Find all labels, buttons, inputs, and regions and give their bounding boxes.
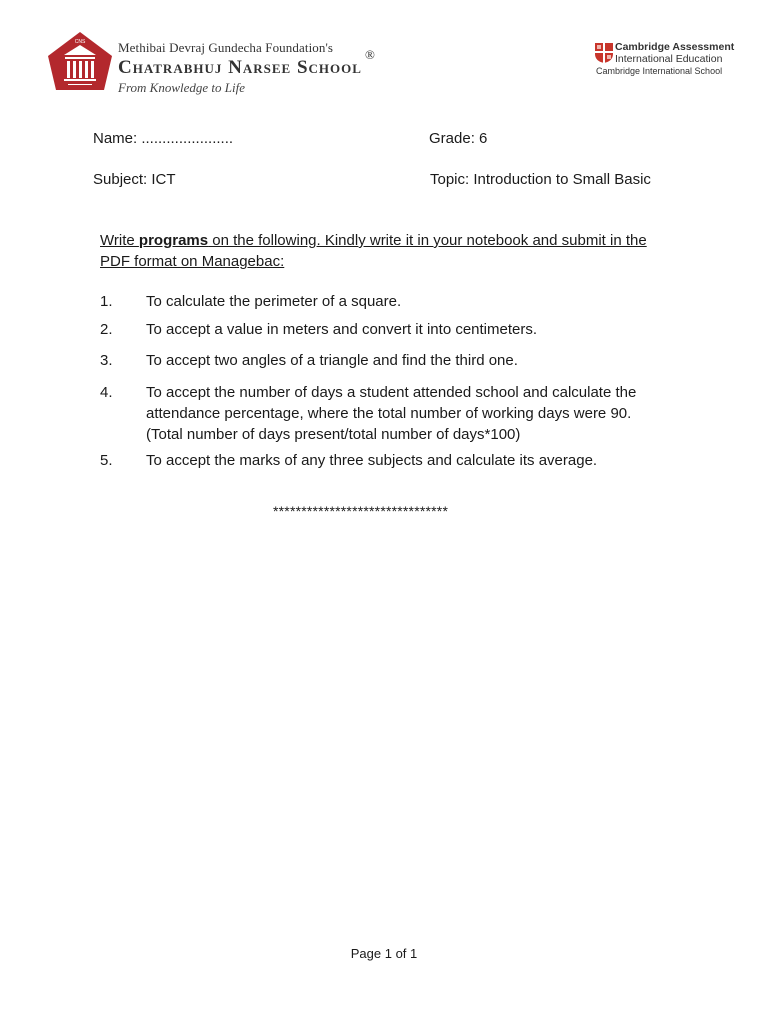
school-logo [46,30,114,92]
instruction-emphasis: programs [138,232,209,249]
list-item-number: 5. [100,452,113,469]
list-item-number: 2. [100,321,113,338]
list-item-number: 1. [100,293,113,310]
logo-text: CNS [74,39,86,45]
foundation-name: Methibai Devraj Gundecha Foundation's [118,40,334,55]
topic-field: Topic: Introduction to Small Basic [430,171,651,188]
cambridge-shield-icon [594,42,614,64]
grade-field: Grade: 6 [429,130,488,147]
instruction-text: Write programs on the following. Kindly write it in your notebook and submit in the PDF format on Managebac: [100,232,647,270]
school-header [118,40,376,96]
separator-stars: ******************************* [273,503,449,519]
list-item-text: To accept the marks of any three subjects and calculate its average. [146,452,598,469]
list-item-text: To calculate the perimeter of a square. [146,293,402,310]
list-item-text: To accept the number of days a student attended school and calculate the attendance percentage, where the total number of working days were 90. (Total number of days present/total number of days*100) [146,384,637,443]
name-field: Name: ...................... [93,130,234,147]
cambridge-assessment: Cambridge Assessment International Education [615,41,735,65]
list-item-text: To accept two angles of a triangle and find the third one. [146,352,518,369]
page-number: Page 1 of 1 [350,946,418,961]
list-item-text: To accept a value in meters and convert it into centimeters. [146,321,538,338]
school-motto: From Knowledge to Life [118,80,245,95]
list-item-number: 3. [100,352,113,369]
cambridge-school-label: Cambridge International School [596,66,723,76]
subject-field: Subject: ICT [93,171,176,188]
list-item-number: 4. [100,384,113,401]
school-name: Chatrabhuj Narsee School ® [118,47,376,78]
registered-mark: ® [365,47,376,62]
